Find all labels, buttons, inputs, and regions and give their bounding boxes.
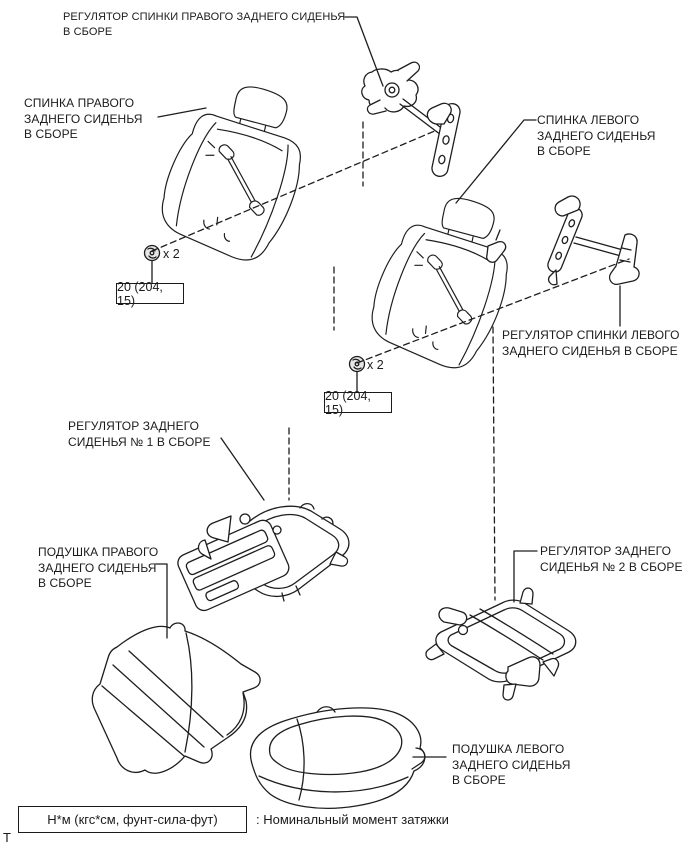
- right-seatback-regulator-drawing: [362, 62, 462, 178]
- left-seatback-regulator-drawing: [546, 196, 639, 285]
- label-left-cushion: ПОДУШКА ЛЕВОГО ЗАДНЕГО СИДЕНЬЯ В СБОРЕ: [452, 742, 571, 787]
- torque-spec-box-right: 20 (204, 15): [324, 392, 392, 413]
- label-right-seatback-regulator: РЕГУЛЯТОР СПИНКИ ПРАВОГО ЗАДНЕГО СИДЕНЬЯ В СБОРЕ: [63, 11, 346, 38]
- seat-regulator-1-drawing: [175, 504, 349, 614]
- quantity-note-left: x 2: [163, 247, 180, 261]
- label-left-seatback-regulator: РЕГУЛЯТОР СПИНКИ ЛЕВОГО ЗАДНЕГО СИДЕНЬЯ В СБОРЕ: [502, 328, 680, 358]
- torque-spec-box-left: 20 (204, 15): [116, 283, 184, 304]
- label-left-seatback: СПИНКА ЛЕВОГО ЗАДНЕГО СИДЕНЬЯ В СБОРЕ: [537, 113, 656, 158]
- right-seatback-drawing: [150, 69, 325, 270]
- label-right-seatback: СПИНКА ПРАВОГО ЗАДНЕГО СИДЕНЬЯ В СБОРЕ: [24, 96, 143, 141]
- label-seat-regulator-no1: РЕГУЛЯТОР ЗАДНЕГО СИДЕНЬЯ № 1 В СБОРЕ: [68, 419, 211, 449]
- legend-units-box: Н*м (кгс*см, фунт-сила-фут): [18, 806, 247, 833]
- seat-regulator-2-drawing: [426, 588, 576, 700]
- label-right-cushion: ПОДУШКА ПРАВОГО ЗАДНЕГО СИДЕНЬЯ В СБОРЕ: [38, 545, 159, 590]
- bolt-right-drawing: [350, 357, 365, 393]
- page-corner-mark: Т: [3, 830, 11, 845]
- right-cushion-drawing: [92, 623, 260, 773]
- legend-note: : Номинальный момент затяжки: [256, 812, 449, 827]
- label-seat-regulator-no2: РЕГУЛЯТОР ЗАДНЕГО СИДЕНЬЯ № 2 В СБОРЕ: [540, 544, 683, 574]
- quantity-note-right: x 2: [367, 358, 384, 372]
- left-cushion-drawing: [250, 707, 424, 809]
